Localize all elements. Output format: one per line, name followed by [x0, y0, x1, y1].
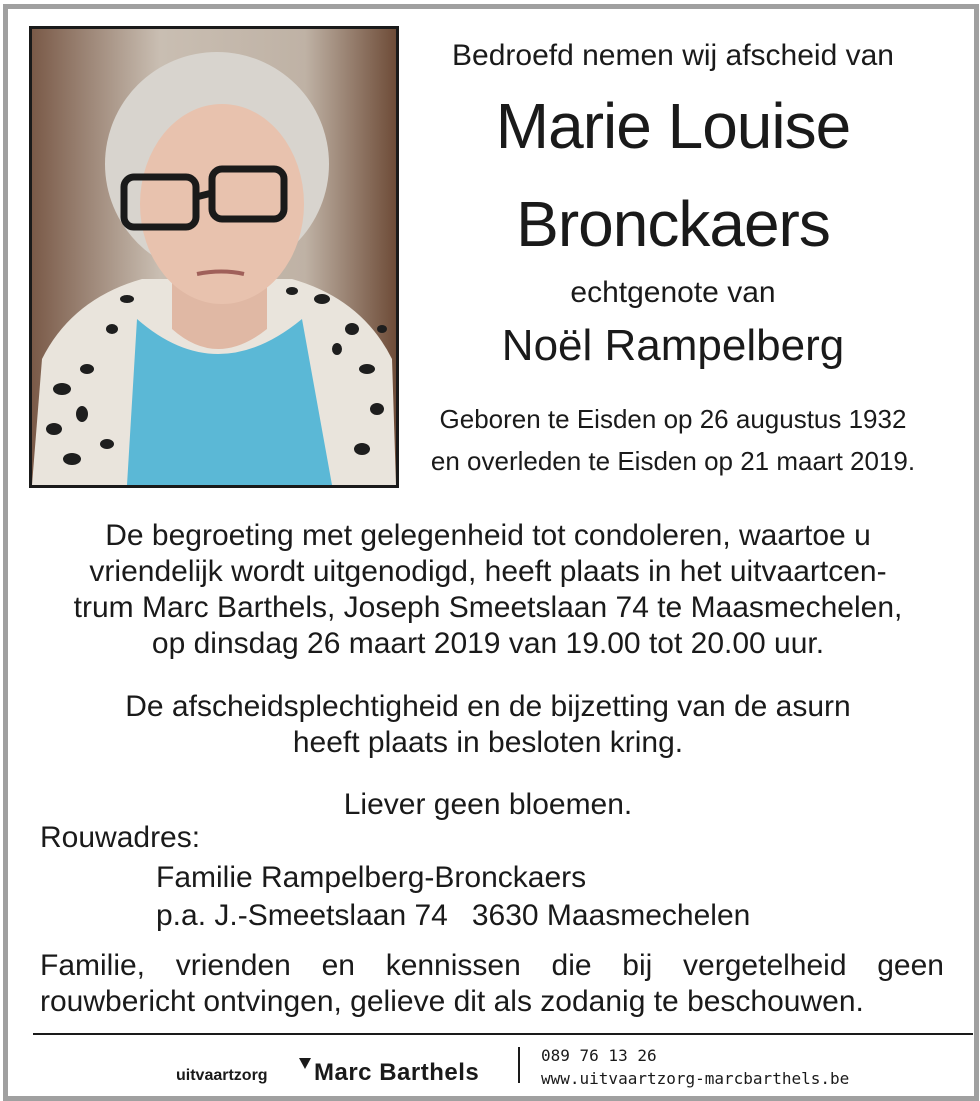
footer-divider [33, 1033, 973, 1035]
mourning-address-line [156, 899, 750, 933]
deceased-surname: Bronckaers [516, 188, 830, 260]
ceremony-paragraph [28, 689, 948, 761]
condolence-line: vriendelijk wordt uitgenodigd, heeft plaats in het uitvaartcen- [89, 555, 887, 588]
condolence-line: De begroeting met gelegenheid tot condoleren, waartoe u [105, 519, 871, 552]
ceremony-line: heeft plaats in besloten kring. [292, 726, 684, 759]
brand-prefix: uitvaartzorg [176, 1067, 268, 1084]
spouse-name: Noël Rampelberg [501, 321, 845, 370]
deceased-first-names: Marie Louise [495, 90, 851, 162]
mourning-address-street: p.a. J.-Smeetslaan 74 [156, 899, 448, 932]
portrait-photo [29, 26, 399, 488]
mourning-address-city: 3630 Maasmechelen [471, 899, 751, 932]
announcement-frame [3, 4, 979, 1101]
flowers-note: Liever geen bloemen. [343, 788, 633, 821]
condolence-paragraph [28, 518, 948, 662]
portrait-illustration [32, 29, 396, 485]
website-link[interactable]: www.uitvaartzorg-marcbarthels.be [541, 1069, 850, 1088]
notice-paragraph [40, 948, 944, 1020]
spouse-intro: echtgenote van [570, 276, 776, 309]
ceremony-line: De afscheidsplechtigheid en de bijzetting van de asurn [125, 690, 851, 723]
phone-number: 089 76 13 26 [541, 1046, 657, 1065]
condolence-line: op dinsdag 26 maart 2019 van 19.00 tot 20.00 uur. [151, 627, 825, 660]
mourning-address-title: Rouwadres: [40, 821, 201, 854]
notice-line: Familie, vrienden en kennissen die bij vergetelheid geen [40, 949, 944, 982]
mourning-address-family: Familie Rampelberg-Bronckaers [156, 861, 587, 894]
triangle-down-icon [298, 1057, 312, 1071]
birth-line: Geboren te Eisden op 26 augustus 1932 [439, 404, 907, 434]
death-line: en overleden te Eisden op 21 maart 2019. [430, 446, 916, 476]
notice-line: rouwbericht ontvingen, gelieve dit als zodanig te beschouwen. [40, 985, 864, 1018]
brand-name: Marc Barthels [314, 1059, 480, 1086]
footer-separator [518, 1047, 520, 1083]
condolence-line: trum Marc Barthels, Joseph Smeetslaan 74 te Maasmechelen, [73, 591, 903, 624]
intro-text: Bedroefd nemen wij afscheid van [452, 39, 894, 72]
